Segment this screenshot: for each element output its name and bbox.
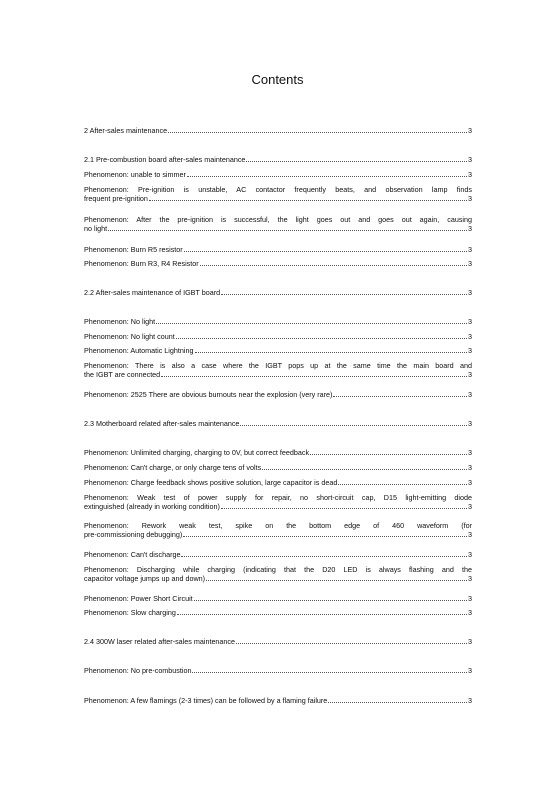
dot-leader (240, 419, 467, 426)
toc-entry-text: Phenomenon: No pre-combustion (84, 666, 192, 675)
toc-entry[interactable] (84, 245, 472, 254)
page-number: 3 (468, 696, 472, 705)
toc-entry-text: Phenomenon: Can't discharge (84, 550, 181, 559)
page-number: 3 (468, 390, 472, 399)
dot-leader (108, 224, 467, 231)
toc-entry[interactable] (84, 666, 472, 675)
dot-leader (246, 155, 467, 162)
toc-entry-text: 2.2 After-sales maintenance of IGBT board (84, 288, 221, 297)
dot-leader (262, 463, 467, 470)
dot-leader (149, 194, 467, 201)
dot-leader (195, 346, 468, 353)
page-number: 3 (468, 224, 472, 233)
toc-entry[interactable] (84, 361, 472, 379)
dot-leader (236, 637, 467, 644)
dot-leader (333, 390, 467, 397)
page-number: 3 (468, 245, 472, 254)
page-number: 3 (468, 530, 472, 539)
page-number: 3 (468, 448, 472, 457)
toc-entry-text: Phenomenon: There is also a case where the IGBT pops up at the same time the main board and (84, 361, 472, 370)
toc-entry[interactable] (84, 419, 472, 428)
toc-entry[interactable] (84, 521, 472, 539)
page-title: Contents (251, 72, 304, 87)
toc-entry-text: Phenomenon: Slow charging (84, 608, 176, 617)
dot-leader (187, 170, 467, 177)
dot-leader (221, 502, 467, 509)
page-number: 3 (468, 502, 472, 511)
toc-entry[interactable] (84, 463, 472, 472)
toc-entry[interactable] (84, 608, 472, 617)
toc-entry-text: extinguished (already in working condition) (84, 502, 220, 511)
toc-entry[interactable] (84, 448, 472, 457)
toc-entry-text: Phenomenon: Weak test of power supply for repair, no short-circuit cap, D15 light-emitting diode (84, 493, 472, 502)
dot-leader (181, 550, 467, 557)
dot-leader (176, 332, 467, 339)
toc-entry-text: Phenomenon: Discharging while charging (indicating that the D20 LED is always flashing and the (84, 565, 472, 574)
toc-entry-text: Phenomenon: Rework weak test, spike on the bottom edge of 460 waveform (for (84, 521, 472, 530)
toc-entry-text: 2.4 300W laser related after-sales maintenance (84, 637, 236, 646)
page-number: 3 (468, 594, 472, 603)
toc-entry-text: Phenomenon: Burn R3, R4 Resistor (84, 259, 199, 268)
toc-entry-text: Phenomenon: Burn R5 resistor (84, 245, 183, 254)
toc-entry-text: 2.3 Motherboard related after-sales maintenance (84, 419, 240, 428)
toc-entry[interactable] (84, 259, 472, 268)
dot-leader (156, 317, 467, 324)
toc-entry-text: Phenomenon: No light count (84, 332, 175, 341)
page-number: 3 (468, 550, 472, 559)
page-number: 3 (468, 332, 472, 341)
dot-leader (168, 126, 467, 133)
toc-entry-text: Phenomenon: No light (84, 317, 156, 326)
dot-leader (192, 666, 467, 673)
dot-leader (161, 370, 467, 377)
toc-entry[interactable] (84, 288, 472, 297)
toc-entry-text: Phenomenon: Unlimited charging, charging to 0V, but correct feedback (84, 448, 310, 457)
toc-entry[interactable] (84, 390, 472, 399)
page-number: 3 (468, 666, 472, 675)
toc-entry[interactable] (84, 126, 472, 135)
page-number: 3 (468, 463, 472, 472)
page-number: 3 (468, 317, 472, 326)
dot-leader (184, 245, 467, 252)
toc-entry-text: Phenomenon: 2525 There are obvious burnouts near the explosion (very rare) (84, 390, 333, 399)
toc-entry[interactable] (84, 637, 472, 646)
page-number: 3 (468, 170, 472, 179)
toc-entry-text: Phenomenon: After the pre-ignition is successful, the light goes out and goes out again, causing (84, 215, 472, 224)
toc-entry-text: 2 After-sales maintenance (84, 126, 168, 135)
toc-entry[interactable] (84, 594, 472, 603)
toc-entry-text: capacitor voltage jumps up and down) (84, 574, 206, 583)
toc-entry-text: Phenomenon: Automatic Lightning (84, 346, 194, 355)
toc-entry-text: Phenomenon: Charge feedback shows positive solution, large capacitor is dead (84, 478, 338, 487)
toc-entry[interactable] (84, 215, 472, 233)
toc-entry[interactable] (84, 317, 472, 326)
toc-entry[interactable] (84, 478, 472, 487)
toc-entry[interactable] (84, 550, 472, 559)
toc-entry-text: Phenomenon: Power Short Circuit (84, 594, 193, 603)
dot-leader (206, 574, 467, 581)
toc-entry-text: 2.1 Pre-combustion board after-sales maintenance (84, 155, 246, 164)
page-number: 3 (468, 637, 472, 646)
toc-entry[interactable] (84, 155, 472, 164)
dot-leader (194, 594, 467, 601)
toc-entry[interactable] (84, 696, 472, 705)
page-number: 3 (468, 126, 472, 135)
page-number: 3 (468, 478, 472, 487)
page-number: 3 (468, 346, 472, 355)
toc-entry-text: Phenomenon: Pre-ignition is unstable, AC contactor frequently beats, and observation lamp finds (84, 185, 472, 194)
toc-entry-text: Phenomenon: Can't charge, or only charge tens of volts (84, 463, 262, 472)
page-number: 3 (468, 574, 472, 583)
page-number: 3 (468, 608, 472, 617)
dot-leader (310, 448, 467, 455)
toc-entry[interactable] (84, 332, 472, 341)
toc-entry[interactable] (84, 346, 472, 355)
toc-entry[interactable] (84, 565, 472, 583)
toc-entry-text: Phenomenon: unable to simmer (84, 170, 186, 179)
page-number: 3 (468, 288, 472, 297)
toc-entry[interactable] (84, 170, 472, 179)
page-number: 3 (468, 259, 472, 268)
toc-entry-text: the IGBT are connected (84, 370, 161, 379)
toc-entry-text: Phenomenon: A few flamings (2-3 times) can be followed by a flaming failure (84, 696, 328, 705)
toc-entry-text: frequent pre-ignition (84, 194, 148, 203)
page-number: 3 (468, 194, 472, 203)
dot-leader (183, 530, 467, 537)
toc-entry[interactable] (84, 493, 472, 511)
dot-leader (221, 288, 467, 295)
toc-entry-text: no light (84, 224, 108, 233)
dot-leader (177, 608, 467, 615)
dot-leader (338, 478, 467, 485)
toc-entry-text: pre-commissioning debugging) (84, 530, 183, 539)
page-number: 3 (468, 419, 472, 428)
dot-leader (328, 696, 467, 703)
page-number: 3 (468, 370, 472, 379)
page-number: 3 (468, 155, 472, 164)
toc-entry[interactable] (84, 185, 472, 203)
dot-leader (200, 259, 467, 266)
